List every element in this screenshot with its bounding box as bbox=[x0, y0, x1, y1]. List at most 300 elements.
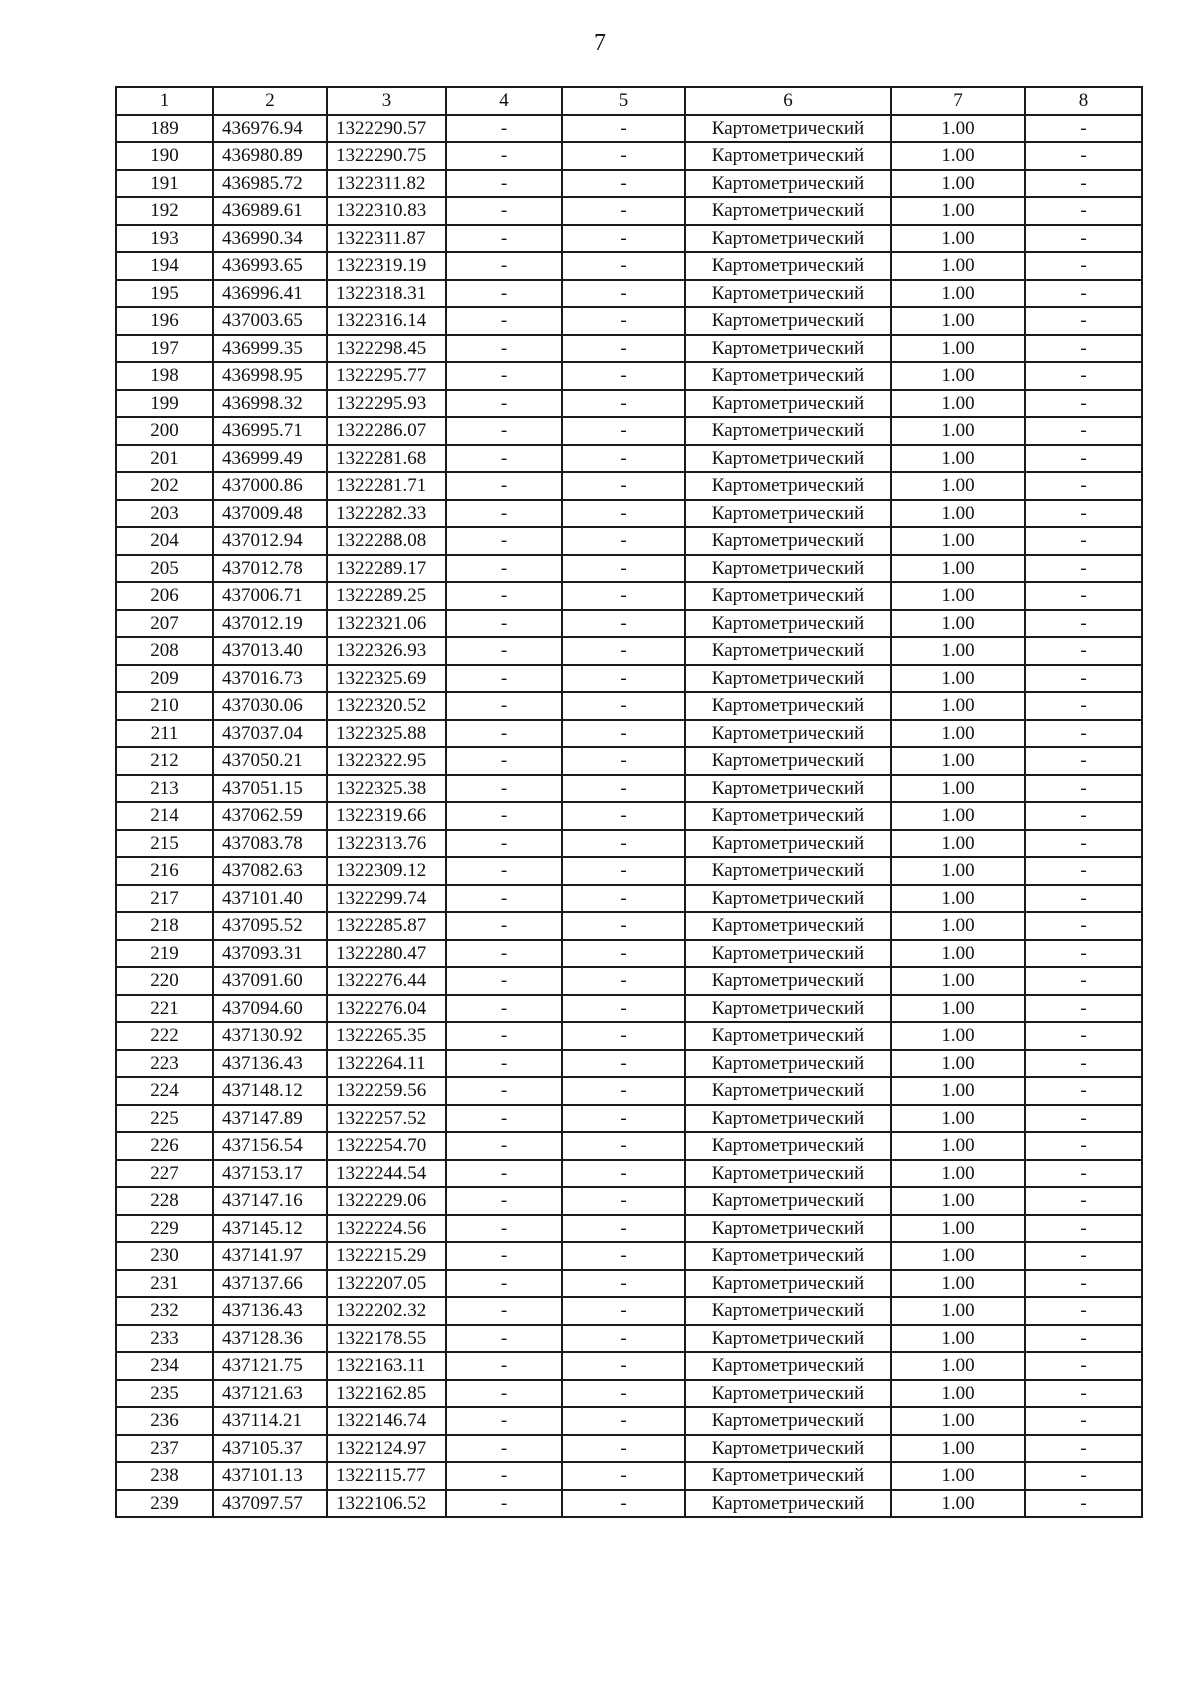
column-5-value-cell: - bbox=[562, 1462, 685, 1490]
method-cell: Картометрический bbox=[685, 142, 891, 170]
coordinate-x-cell: 436989.61 bbox=[213, 197, 327, 225]
coordinate-x-cell: 436976.94 bbox=[213, 115, 327, 143]
coordinate-y-cell: 1322207.05 bbox=[327, 1270, 446, 1298]
column-4-value-cell: - bbox=[446, 1050, 562, 1078]
method-cell: Картометрический bbox=[685, 555, 891, 583]
coordinate-x-cell: 437153.17 bbox=[213, 1160, 327, 1188]
point-number-cell: 204 bbox=[116, 527, 213, 555]
accuracy-cell: 1.00 bbox=[891, 1380, 1025, 1408]
accuracy-cell: 1.00 bbox=[891, 1297, 1025, 1325]
column-5-value-cell: - bbox=[562, 472, 685, 500]
column-4-value-cell: - bbox=[446, 940, 562, 968]
column-4-value-cell: - bbox=[446, 1215, 562, 1243]
column-5-value-cell: - bbox=[562, 857, 685, 885]
coordinate-x-cell: 437082.63 bbox=[213, 857, 327, 885]
column-4-value-cell: - bbox=[446, 252, 562, 280]
coordinate-y-cell: 1322224.56 bbox=[327, 1215, 446, 1243]
point-number-cell: 216 bbox=[116, 857, 213, 885]
accuracy-cell: 1.00 bbox=[891, 692, 1025, 720]
method-cell: Картометрический bbox=[685, 610, 891, 638]
column-8-value-cell: - bbox=[1025, 1407, 1142, 1435]
point-number-cell: 196 bbox=[116, 307, 213, 335]
method-cell: Картометрический bbox=[685, 802, 891, 830]
accuracy-cell: 1.00 bbox=[891, 1105, 1025, 1133]
method-cell: Картометрический bbox=[685, 527, 891, 555]
coordinate-y-cell: 1322318.31 bbox=[327, 280, 446, 308]
coordinate-y-cell: 1322202.32 bbox=[327, 1297, 446, 1325]
accuracy-cell: 1.00 bbox=[891, 582, 1025, 610]
coordinate-x-cell: 436993.65 bbox=[213, 252, 327, 280]
coordinate-y-cell: 1322321.06 bbox=[327, 610, 446, 638]
coordinate-x-cell: 436998.32 bbox=[213, 390, 327, 418]
table-row bbox=[116, 555, 1142, 583]
column-5-value-cell: - bbox=[562, 1407, 685, 1435]
point-number-cell: 221 bbox=[116, 995, 213, 1023]
point-number-cell: 198 bbox=[116, 362, 213, 390]
method-cell: Картометрический bbox=[685, 582, 891, 610]
point-number-cell: 234 bbox=[116, 1352, 213, 1380]
method-cell: Картометрический bbox=[685, 1462, 891, 1490]
column-5-value-cell: - bbox=[562, 637, 685, 665]
column-5-value-cell: - bbox=[562, 1435, 685, 1463]
method-cell: Картометрический bbox=[685, 1050, 891, 1078]
column-5-value-cell: - bbox=[562, 1132, 685, 1160]
point-number-cell: 211 bbox=[116, 720, 213, 748]
column-8-value-cell: - bbox=[1025, 170, 1142, 198]
method-cell: Картометрический bbox=[685, 1215, 891, 1243]
column-5-value-cell: - bbox=[562, 500, 685, 528]
coordinate-x-cell: 437012.19 bbox=[213, 610, 327, 638]
method-cell: Картометрический bbox=[685, 417, 891, 445]
coordinate-x-cell: 437121.75 bbox=[213, 1352, 327, 1380]
column-5-value-cell: - bbox=[562, 1297, 685, 1325]
table-row bbox=[116, 1435, 1142, 1463]
coordinate-x-cell: 437012.78 bbox=[213, 555, 327, 583]
accuracy-cell: 1.00 bbox=[891, 1160, 1025, 1188]
column-4-value-cell: - bbox=[446, 692, 562, 720]
column-5-value-cell: - bbox=[562, 225, 685, 253]
accuracy-cell: 1.00 bbox=[891, 500, 1025, 528]
point-number-cell: 227 bbox=[116, 1160, 213, 1188]
page-number: 7 bbox=[594, 30, 606, 56]
method-cell: Картометрический bbox=[685, 1077, 891, 1105]
method-cell: Картометрический bbox=[685, 115, 891, 143]
column-8-value-cell: - bbox=[1025, 912, 1142, 940]
accuracy-cell: 1.00 bbox=[891, 912, 1025, 940]
column-8-value-cell: - bbox=[1025, 1435, 1142, 1463]
coordinate-x-cell: 437097.57 bbox=[213, 1490, 327, 1518]
column-5-value-cell: - bbox=[562, 692, 685, 720]
column-8-value-cell: - bbox=[1025, 885, 1142, 913]
coordinate-y-cell: 1322215.29 bbox=[327, 1242, 446, 1270]
coordinate-x-cell: 437141.97 bbox=[213, 1242, 327, 1270]
column-5-value-cell: - bbox=[562, 1242, 685, 1270]
coordinate-x-cell: 437101.40 bbox=[213, 885, 327, 913]
method-cell: Картометрический bbox=[685, 1380, 891, 1408]
column-8-value-cell: - bbox=[1025, 115, 1142, 143]
column-8-value-cell: - bbox=[1025, 252, 1142, 280]
column-8-value-cell: - bbox=[1025, 1352, 1142, 1380]
coordinate-y-cell: 1322178.55 bbox=[327, 1325, 446, 1353]
column-4-value-cell: - bbox=[446, 1380, 562, 1408]
column-8-value-cell: - bbox=[1025, 1242, 1142, 1270]
coordinate-x-cell: 437137.66 bbox=[213, 1270, 327, 1298]
method-cell: Картометрический bbox=[685, 1325, 891, 1353]
column-4-value-cell: - bbox=[446, 1242, 562, 1270]
accuracy-cell: 1.00 bbox=[891, 1325, 1025, 1353]
column-8-value-cell: - bbox=[1025, 335, 1142, 363]
table-row bbox=[116, 1187, 1142, 1215]
column-4-value-cell: - bbox=[446, 912, 562, 940]
coordinate-x-cell: 437012.94 bbox=[213, 527, 327, 555]
coordinate-y-cell: 1322325.69 bbox=[327, 665, 446, 693]
column-8-value-cell: - bbox=[1025, 857, 1142, 885]
table-row bbox=[116, 170, 1142, 198]
table-row bbox=[116, 582, 1142, 610]
column-header-1: 1 bbox=[116, 87, 213, 115]
coordinate-y-cell: 1322259.56 bbox=[327, 1077, 446, 1105]
column-5-value-cell: - bbox=[562, 1380, 685, 1408]
table-row bbox=[116, 445, 1142, 473]
table-row bbox=[116, 1132, 1142, 1160]
column-4-value-cell: - bbox=[446, 1325, 562, 1353]
column-8-value-cell: - bbox=[1025, 1325, 1142, 1353]
table-row bbox=[116, 857, 1142, 885]
column-8-value-cell: - bbox=[1025, 1462, 1142, 1490]
coordinate-y-cell: 1322322.95 bbox=[327, 747, 446, 775]
method-cell: Картометрический bbox=[685, 197, 891, 225]
accuracy-cell: 1.00 bbox=[891, 610, 1025, 638]
column-4-value-cell: - bbox=[446, 417, 562, 445]
column-header-3: 3 bbox=[327, 87, 446, 115]
accuracy-cell: 1.00 bbox=[891, 1132, 1025, 1160]
column-8-value-cell: - bbox=[1025, 390, 1142, 418]
column-8-value-cell: - bbox=[1025, 1380, 1142, 1408]
column-5-value-cell: - bbox=[562, 1187, 685, 1215]
accuracy-cell: 1.00 bbox=[891, 335, 1025, 363]
column-4-value-cell: - bbox=[446, 1407, 562, 1435]
coordinate-x-cell: 437009.48 bbox=[213, 500, 327, 528]
table-row bbox=[116, 115, 1142, 143]
method-cell: Картометрический bbox=[685, 362, 891, 390]
column-4-value-cell: - bbox=[446, 115, 562, 143]
column-5-value-cell: - bbox=[562, 1077, 685, 1105]
coordinate-y-cell: 1322254.70 bbox=[327, 1132, 446, 1160]
point-number-cell: 194 bbox=[116, 252, 213, 280]
column-5-value-cell: - bbox=[562, 940, 685, 968]
coordinate-x-cell: 437147.89 bbox=[213, 1105, 327, 1133]
table-row bbox=[116, 197, 1142, 225]
column-4-value-cell: - bbox=[446, 775, 562, 803]
column-5-value-cell: - bbox=[562, 335, 685, 363]
coordinate-y-cell: 1322320.52 bbox=[327, 692, 446, 720]
column-4-value-cell: - bbox=[446, 307, 562, 335]
column-5-value-cell: - bbox=[562, 665, 685, 693]
coordinate-y-cell: 1322325.38 bbox=[327, 775, 446, 803]
table-row bbox=[116, 1270, 1142, 1298]
point-number-cell: 210 bbox=[116, 692, 213, 720]
coordinate-x-cell: 437095.52 bbox=[213, 912, 327, 940]
coordinate-x-cell: 437148.12 bbox=[213, 1077, 327, 1105]
column-8-value-cell: - bbox=[1025, 995, 1142, 1023]
accuracy-cell: 1.00 bbox=[891, 1270, 1025, 1298]
column-8-value-cell: - bbox=[1025, 1105, 1142, 1133]
column-5-value-cell: - bbox=[562, 445, 685, 473]
method-cell: Картометрический bbox=[685, 225, 891, 253]
coordinate-y-cell: 1322281.68 bbox=[327, 445, 446, 473]
accuracy-cell: 1.00 bbox=[891, 1187, 1025, 1215]
coordinate-y-cell: 1322313.76 bbox=[327, 830, 446, 858]
table-row bbox=[116, 1352, 1142, 1380]
accuracy-cell: 1.00 bbox=[891, 775, 1025, 803]
point-number-cell: 193 bbox=[116, 225, 213, 253]
coordinate-y-cell: 1322229.06 bbox=[327, 1187, 446, 1215]
coordinate-x-cell: 437013.40 bbox=[213, 637, 327, 665]
column-4-value-cell: - bbox=[446, 1077, 562, 1105]
table-header-row bbox=[116, 87, 1142, 115]
column-4-value-cell: - bbox=[446, 142, 562, 170]
column-5-value-cell: - bbox=[562, 362, 685, 390]
column-4-value-cell: - bbox=[446, 280, 562, 308]
point-number-cell: 226 bbox=[116, 1132, 213, 1160]
table-row bbox=[116, 775, 1142, 803]
point-number-cell: 222 bbox=[116, 1022, 213, 1050]
coordinate-y-cell: 1322325.88 bbox=[327, 720, 446, 748]
point-number-cell: 202 bbox=[116, 472, 213, 500]
column-5-value-cell: - bbox=[562, 1022, 685, 1050]
point-number-cell: 213 bbox=[116, 775, 213, 803]
accuracy-cell: 1.00 bbox=[891, 252, 1025, 280]
method-cell: Картометрический bbox=[685, 830, 891, 858]
coordinate-y-cell: 1322289.17 bbox=[327, 555, 446, 583]
point-number-cell: 236 bbox=[116, 1407, 213, 1435]
column-4-value-cell: - bbox=[446, 637, 562, 665]
column-5-value-cell: - bbox=[562, 390, 685, 418]
method-cell: Картометрический bbox=[685, 665, 891, 693]
column-4-value-cell: - bbox=[446, 967, 562, 995]
accuracy-cell: 1.00 bbox=[891, 967, 1025, 995]
column-5-value-cell: - bbox=[562, 1215, 685, 1243]
column-5-value-cell: - bbox=[562, 912, 685, 940]
coordinate-y-cell: 1322282.33 bbox=[327, 500, 446, 528]
accuracy-cell: 1.00 bbox=[891, 830, 1025, 858]
table-row bbox=[116, 995, 1142, 1023]
accuracy-cell: 1.00 bbox=[891, 555, 1025, 583]
column-4-value-cell: - bbox=[446, 1105, 562, 1133]
table-row bbox=[116, 1160, 1142, 1188]
point-number-cell: 206 bbox=[116, 582, 213, 610]
column-8-value-cell: - bbox=[1025, 307, 1142, 335]
accuracy-cell: 1.00 bbox=[891, 142, 1025, 170]
coordinate-x-cell: 437121.63 bbox=[213, 1380, 327, 1408]
coordinate-y-cell: 1322299.74 bbox=[327, 885, 446, 913]
column-4-value-cell: - bbox=[446, 802, 562, 830]
coordinate-x-cell: 437006.71 bbox=[213, 582, 327, 610]
column-8-value-cell: - bbox=[1025, 830, 1142, 858]
table-row bbox=[116, 335, 1142, 363]
coordinate-x-cell: 437000.86 bbox=[213, 472, 327, 500]
column-4-value-cell: - bbox=[446, 1022, 562, 1050]
column-4-value-cell: - bbox=[446, 1187, 562, 1215]
table-row bbox=[116, 1050, 1142, 1078]
accuracy-cell: 1.00 bbox=[891, 1435, 1025, 1463]
point-number-cell: 230 bbox=[116, 1242, 213, 1270]
coordinate-x-cell: 436996.41 bbox=[213, 280, 327, 308]
column-header-4: 4 bbox=[446, 87, 562, 115]
column-header-8: 8 bbox=[1025, 87, 1142, 115]
accuracy-cell: 1.00 bbox=[891, 1490, 1025, 1518]
column-4-value-cell: - bbox=[446, 720, 562, 748]
coordinate-x-cell: 437156.54 bbox=[213, 1132, 327, 1160]
point-number-cell: 205 bbox=[116, 555, 213, 583]
accuracy-cell: 1.00 bbox=[891, 637, 1025, 665]
column-8-value-cell: - bbox=[1025, 610, 1142, 638]
column-5-value-cell: - bbox=[562, 142, 685, 170]
method-cell: Картометрический bbox=[685, 967, 891, 995]
accuracy-cell: 1.00 bbox=[891, 747, 1025, 775]
coordinate-x-cell: 437128.36 bbox=[213, 1325, 327, 1353]
coordinate-y-cell: 1322257.52 bbox=[327, 1105, 446, 1133]
column-5-value-cell: - bbox=[562, 555, 685, 583]
coordinate-x-cell: 437136.43 bbox=[213, 1297, 327, 1325]
table-row bbox=[116, 1380, 1142, 1408]
column-5-value-cell: - bbox=[562, 830, 685, 858]
coordinate-y-cell: 1322264.11 bbox=[327, 1050, 446, 1078]
column-5-value-cell: - bbox=[562, 115, 685, 143]
coordinate-x-cell: 437093.31 bbox=[213, 940, 327, 968]
table-row bbox=[116, 390, 1142, 418]
point-number-cell: 190 bbox=[116, 142, 213, 170]
accuracy-cell: 1.00 bbox=[891, 445, 1025, 473]
coordinate-x-cell: 437136.43 bbox=[213, 1050, 327, 1078]
column-8-value-cell: - bbox=[1025, 1215, 1142, 1243]
column-4-value-cell: - bbox=[446, 995, 562, 1023]
column-4-value-cell: - bbox=[446, 170, 562, 198]
coordinate-y-cell: 1322124.97 bbox=[327, 1435, 446, 1463]
accuracy-cell: 1.00 bbox=[891, 527, 1025, 555]
column-5-value-cell: - bbox=[562, 775, 685, 803]
column-8-value-cell: - bbox=[1025, 747, 1142, 775]
column-5-value-cell: - bbox=[562, 170, 685, 198]
coordinate-x-cell: 437094.60 bbox=[213, 995, 327, 1023]
column-8-value-cell: - bbox=[1025, 1077, 1142, 1105]
coordinate-y-cell: 1322163.11 bbox=[327, 1352, 446, 1380]
column-8-value-cell: - bbox=[1025, 527, 1142, 555]
coordinates-table bbox=[115, 86, 1143, 1518]
accuracy-cell: 1.00 bbox=[891, 720, 1025, 748]
table-row bbox=[116, 940, 1142, 968]
column-4-value-cell: - bbox=[446, 1270, 562, 1298]
column-4-value-cell: - bbox=[446, 225, 562, 253]
accuracy-cell: 1.00 bbox=[891, 1215, 1025, 1243]
table-row bbox=[116, 665, 1142, 693]
method-cell: Картометрический bbox=[685, 1022, 891, 1050]
column-5-value-cell: - bbox=[562, 720, 685, 748]
coordinate-x-cell: 437091.60 bbox=[213, 967, 327, 995]
table-row bbox=[116, 500, 1142, 528]
table-row bbox=[116, 1215, 1142, 1243]
coordinate-y-cell: 1322286.07 bbox=[327, 417, 446, 445]
table-row bbox=[116, 1105, 1142, 1133]
column-8-value-cell: - bbox=[1025, 720, 1142, 748]
accuracy-cell: 1.00 bbox=[891, 417, 1025, 445]
column-4-value-cell: - bbox=[446, 1462, 562, 1490]
method-cell: Картометрический bbox=[685, 692, 891, 720]
point-number-cell: 189 bbox=[116, 115, 213, 143]
accuracy-cell: 1.00 bbox=[891, 1242, 1025, 1270]
coordinate-y-cell: 1322290.57 bbox=[327, 115, 446, 143]
column-header-6: 6 bbox=[685, 87, 891, 115]
table-row bbox=[116, 417, 1142, 445]
coordinate-y-cell: 1322319.19 bbox=[327, 252, 446, 280]
accuracy-cell: 1.00 bbox=[891, 1352, 1025, 1380]
table-row bbox=[116, 967, 1142, 995]
column-8-value-cell: - bbox=[1025, 1050, 1142, 1078]
column-8-value-cell: - bbox=[1025, 1022, 1142, 1050]
column-4-value-cell: - bbox=[446, 582, 562, 610]
coordinate-x-cell: 437051.15 bbox=[213, 775, 327, 803]
point-number-cell: 219 bbox=[116, 940, 213, 968]
point-number-cell: 229 bbox=[116, 1215, 213, 1243]
coordinate-y-cell: 1322295.77 bbox=[327, 362, 446, 390]
method-cell: Картометрический bbox=[685, 335, 891, 363]
accuracy-cell: 1.00 bbox=[891, 995, 1025, 1023]
column-4-value-cell: - bbox=[446, 445, 562, 473]
column-5-value-cell: - bbox=[562, 802, 685, 830]
coordinate-y-cell: 1322115.77 bbox=[327, 1462, 446, 1490]
table-row bbox=[116, 307, 1142, 335]
column-5-value-cell: - bbox=[562, 1160, 685, 1188]
point-number-cell: 195 bbox=[116, 280, 213, 308]
table-row bbox=[116, 1022, 1142, 1050]
column-8-value-cell: - bbox=[1025, 967, 1142, 995]
method-cell: Картометрический bbox=[685, 637, 891, 665]
coordinate-y-cell: 1322276.44 bbox=[327, 967, 446, 995]
accuracy-cell: 1.00 bbox=[891, 225, 1025, 253]
column-8-value-cell: - bbox=[1025, 1187, 1142, 1215]
coordinate-y-cell: 1322290.75 bbox=[327, 142, 446, 170]
column-4-value-cell: - bbox=[446, 610, 562, 638]
point-number-cell: 225 bbox=[116, 1105, 213, 1133]
column-4-value-cell: - bbox=[446, 472, 562, 500]
column-8-value-cell: - bbox=[1025, 775, 1142, 803]
method-cell: Картометрический bbox=[685, 1242, 891, 1270]
column-4-value-cell: - bbox=[446, 1297, 562, 1325]
table-row bbox=[116, 1325, 1142, 1353]
column-8-value-cell: - bbox=[1025, 225, 1142, 253]
point-number-cell: 224 bbox=[116, 1077, 213, 1105]
column-5-value-cell: - bbox=[562, 1325, 685, 1353]
accuracy-cell: 1.00 bbox=[891, 665, 1025, 693]
column-4-value-cell: - bbox=[446, 1160, 562, 1188]
table-row bbox=[116, 1077, 1142, 1105]
accuracy-cell: 1.00 bbox=[891, 115, 1025, 143]
coordinate-y-cell: 1322326.93 bbox=[327, 637, 446, 665]
column-8-value-cell: - bbox=[1025, 692, 1142, 720]
accuracy-cell: 1.00 bbox=[891, 885, 1025, 913]
column-5-value-cell: - bbox=[562, 1270, 685, 1298]
coordinate-x-cell: 436999.49 bbox=[213, 445, 327, 473]
coordinate-y-cell: 1322276.04 bbox=[327, 995, 446, 1023]
point-number-cell: 239 bbox=[116, 1490, 213, 1518]
column-8-value-cell: - bbox=[1025, 1270, 1142, 1298]
column-4-value-cell: - bbox=[446, 1352, 562, 1380]
column-5-value-cell: - bbox=[562, 417, 685, 445]
column-8-value-cell: - bbox=[1025, 362, 1142, 390]
column-5-value-cell: - bbox=[562, 995, 685, 1023]
point-number-cell: 223 bbox=[116, 1050, 213, 1078]
column-4-value-cell: - bbox=[446, 500, 562, 528]
